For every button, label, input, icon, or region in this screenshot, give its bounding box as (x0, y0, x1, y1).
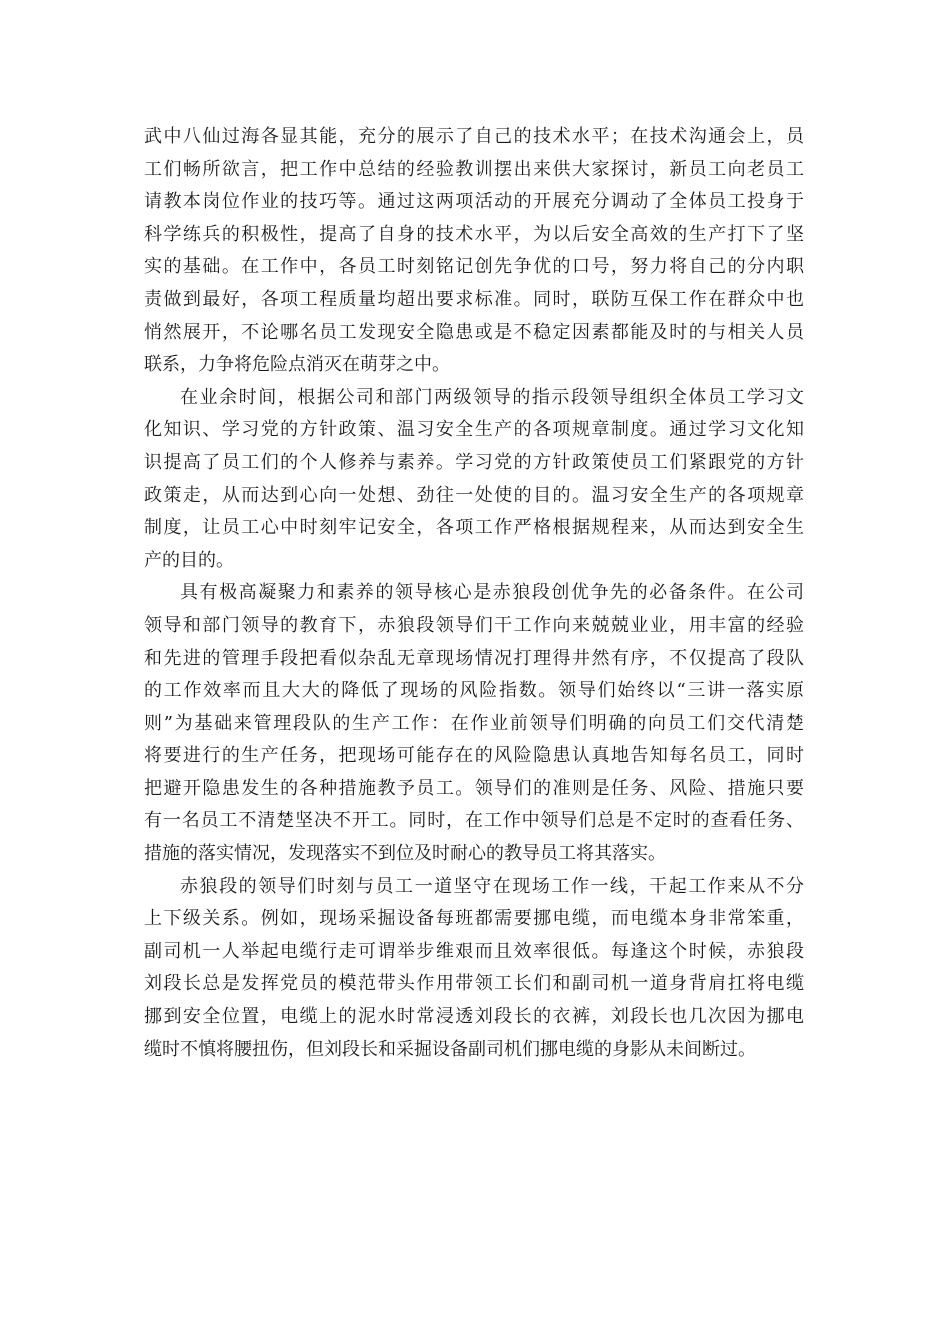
text-line: 悄然展开，不论哪名员工发现安全隐患或是不稳定因素都能及时的与相关人员 (144, 321, 804, 343)
text-line: 则”为基础来管理段队的生产工作：在作业前领导们明确的向员工们交代清楚 (144, 712, 804, 734)
text-line: 赤狼段的领导们时刻与员工一道坚守在现场工作一线，干起工作来从不分 (180, 875, 804, 897)
paragraph-4 (144, 871, 804, 1067)
paragraph-3 (144, 577, 804, 870)
text-line: 实的基础。在工作中，各员工时刻铭记创先争优的口号，努力将自己的分内职 (144, 256, 804, 278)
text-line: 措施的落实情况，发现落实不到位及时耐心的教导员工将其落实。 (144, 843, 666, 865)
paragraph-1 (144, 121, 804, 382)
text-line: 具有极高凝聚力和素养的领导核心是赤狼段创优争先的必备条件。在公司 (180, 582, 804, 604)
text-line: 有一名员工不清楚坚决不开工。同时，在工作中领导们总是不定时的查看任务、 (144, 810, 804, 832)
text-line: 缆时不慎将腰扭伤，但刘段长和采掘设备副司机们挪电缆的身影从未间断过。 (144, 1038, 756, 1060)
text-line: 产的目的。 (144, 549, 234, 571)
text-line: 上下级关系。例如，现场采掘设备每班都需要挪电缆，而电缆本身非常笨重， (144, 908, 804, 930)
text-line: 化知识、学习党的方针政策、温习安全生产的各项规章制度。通过学习文化知 (144, 419, 804, 441)
text-line: 将要进行的生产任务，把现场可能存在的风险隐患认真地告知每名员工，同时 (144, 745, 804, 767)
text-line: 在业余时间，根据公司和部门两级领导的指示段领导组织全体员工学习文 (180, 386, 804, 408)
text-line: 工们畅所欲言，把工作中总结的经验教训摆出来供大家探讨，新员工向老员工 (144, 158, 804, 180)
text-line: 副司机一人举起电缆行走可谓举步维艰而且效率很低。每逢这个时候，赤狼段 (144, 940, 804, 962)
document-body (144, 121, 804, 1066)
text-line: 请教本岗位作业的技巧等。通过这两项活动的开展充分调动了全体员工投身于 (144, 191, 804, 213)
text-line: 科学练兵的积极性，提高了自身的技术水平，为以后安全高效的生产打下了坚 (144, 223, 804, 245)
text-line: 领导和部门领导的教育下，赤狼段领导们干工作向来兢兢业业，用丰富的经验 (144, 614, 804, 636)
text-line: 挪到安全位置，电缆上的泥水时常浸透刘段长的衣裤，刘段长也几次因为挪电 (144, 1006, 804, 1028)
text-line: 政策走，从而达到心向一处想、劲往一处使的目的。温习安全生产的各项规章 (144, 484, 804, 506)
text-line: 刘段长总是发挥党员的模范带头作用带领工长们和副司机一道身背肩扛将电缆 (144, 973, 804, 995)
text-line: 的工作效率而且大大的降低了现场的风险指数。领导们始终以“三讲一落实原 (144, 680, 804, 702)
text-line: 制度，让员工心中时刻牢记安全，各项工作严格根据规程来，从而达到安全生 (144, 517, 804, 539)
text-line: 把避开隐患发生的各种措施教予员工。领导们的准则是任务、风险、措施只要 (144, 777, 804, 799)
paragraph-2 (144, 382, 804, 578)
text-line: 联系，力争将危险点消灭在萌芽之中。 (144, 354, 450, 376)
text-line: 武中八仙过海各显其能，充分的展示了自己的技术水平；在技术沟通会上，员 (144, 126, 804, 147)
text-line: 责做到最好，各项工程质量均超出要求标准。同时，联防互保工作在群众中也 (144, 288, 804, 310)
text-line: 识提高了员工们的个人修养与素养。学习党的方针政策使员工们紧跟党的方针 (144, 451, 804, 473)
text-line: 和先进的管理手段把看似杂乱无章现场情况打理得井然有序，不仅提高了段队 (144, 647, 804, 669)
